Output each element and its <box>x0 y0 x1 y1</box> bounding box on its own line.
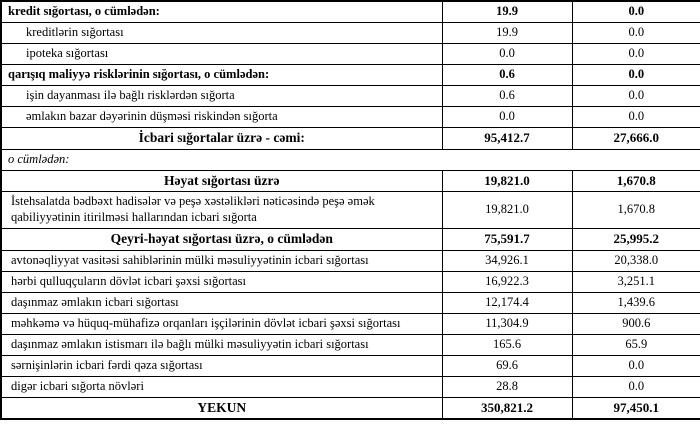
value-col1: 19.9 <box>442 1 572 22</box>
value-col1: 16,922.3 <box>442 271 572 292</box>
value-col1: 19,821.0 <box>442 192 572 228</box>
value-col1: 19,821.0 <box>442 170 572 192</box>
value-col2: 65.9 <box>572 334 700 355</box>
value-col2: 0.0 <box>572 85 700 106</box>
row-label: YEKUN <box>1 397 442 419</box>
row-label: İcbari sığortalar üzrə - cəmi: <box>1 127 442 149</box>
value-col1: 69.6 <box>442 355 572 376</box>
value-col2: 3,251.1 <box>572 271 700 292</box>
row-label: avtonəqliyyat vasitəsi sahiblərinin mülki məsuliyyətinin icbari sığortası <box>1 250 442 271</box>
row-label: digər icbari sığorta növləri <box>1 376 442 397</box>
table-row <box>1 149 700 170</box>
value-col2: 0.0 <box>572 64 700 85</box>
table-row <box>1 1 700 22</box>
value-col1: 0.0 <box>442 43 572 64</box>
table-row <box>1 250 700 271</box>
row-label: Həyat sığortası üzrə <box>1 170 442 192</box>
table-row <box>1 355 700 376</box>
table-row <box>1 64 700 85</box>
row-label: sərnişinlərin icbari fərdi qəza sığortası <box>1 355 442 376</box>
row-label: hərbi qulluqçuların dövlət icbari şəxsi sığortası <box>1 271 442 292</box>
table-row <box>1 313 700 334</box>
row-label: ipoteka sığortası <box>1 43 442 64</box>
value-col2: 25,995.2 <box>572 228 700 250</box>
table-row <box>1 170 700 192</box>
table-row <box>1 334 700 355</box>
value-col1: 75,591.7 <box>442 228 572 250</box>
row-label: məhkəmə və hüquq-mühafizə orqanları işçilərinin dövlət icbari şəxsi sığortası <box>1 313 442 334</box>
table-row <box>1 22 700 43</box>
value-col1: 34,926.1 <box>442 250 572 271</box>
value-col1: 0.6 <box>442 85 572 106</box>
value-col1: 0.0 <box>442 106 572 127</box>
row-label: daşınmaz əmlakın istismarı ilə bağlı mülki məsuliyyətin icbari sığortası <box>1 334 442 355</box>
value-col2: 0.0 <box>572 106 700 127</box>
row-label: Qeyri-həyat sığortası üzrə, o cümlədən <box>1 228 442 250</box>
table-row <box>1 292 700 313</box>
table-row <box>1 127 700 149</box>
value-col2: 97,450.1 <box>572 397 700 419</box>
value-col2: 0.0 <box>572 376 700 397</box>
table-row <box>1 271 700 292</box>
value-col1: 11,304.9 <box>442 313 572 334</box>
row-label: kreditlərin sığortası <box>1 22 442 43</box>
value-col2: 0.0 <box>572 43 700 64</box>
row-label: İstehsalatda bədbəxt hadisələr və peşə xəstəlikləri nəticəsində peşə əmək qabiliyyətinin itirilməsi hallarından icbari sığorta <box>1 192 442 228</box>
value-col1: 28.8 <box>442 376 572 397</box>
table-row <box>1 192 700 228</box>
value-col2: 27,666.0 <box>572 127 700 149</box>
value-col1: 0.6 <box>442 64 572 85</box>
table-row <box>1 106 700 127</box>
value-col1: 19.9 <box>442 22 572 43</box>
value-col2: 900.6 <box>572 313 700 334</box>
table-row <box>1 85 700 106</box>
value-col2: 1,670.8 <box>572 192 700 228</box>
row-label: qarışıq maliyyə risklərinin sığortası, o cümlədən: <box>1 64 442 85</box>
table-row <box>1 376 700 397</box>
row-label: daşınmaz əmlakın icbari sığortası <box>1 292 442 313</box>
table-row <box>1 228 700 250</box>
value-col2: 20,338.0 <box>572 250 700 271</box>
row-label: əmlakın bazar dəyərinin düşməsi riskindən sığorta <box>1 106 442 127</box>
value-col2: 1,670.8 <box>572 170 700 192</box>
row-label: o cümlədən: <box>1 149 700 170</box>
value-col1: 350,821.2 <box>442 397 572 419</box>
row-label: işin dayanması ilə bağlı risklərdən sığorta <box>1 85 442 106</box>
value-col2: 1,439.6 <box>572 292 700 313</box>
row-label: kredit sığortası, o cümlədən: <box>1 1 442 22</box>
value-col1: 12,174.4 <box>442 292 572 313</box>
insurance-table-body <box>1 1 700 419</box>
value-col2: 0.0 <box>572 22 700 43</box>
table-row <box>1 397 700 419</box>
value-col1: 165.6 <box>442 334 572 355</box>
value-col2: 0.0 <box>572 1 700 22</box>
value-col2: 0.0 <box>572 355 700 376</box>
table-row <box>1 43 700 64</box>
value-col1: 95,412.7 <box>442 127 572 149</box>
